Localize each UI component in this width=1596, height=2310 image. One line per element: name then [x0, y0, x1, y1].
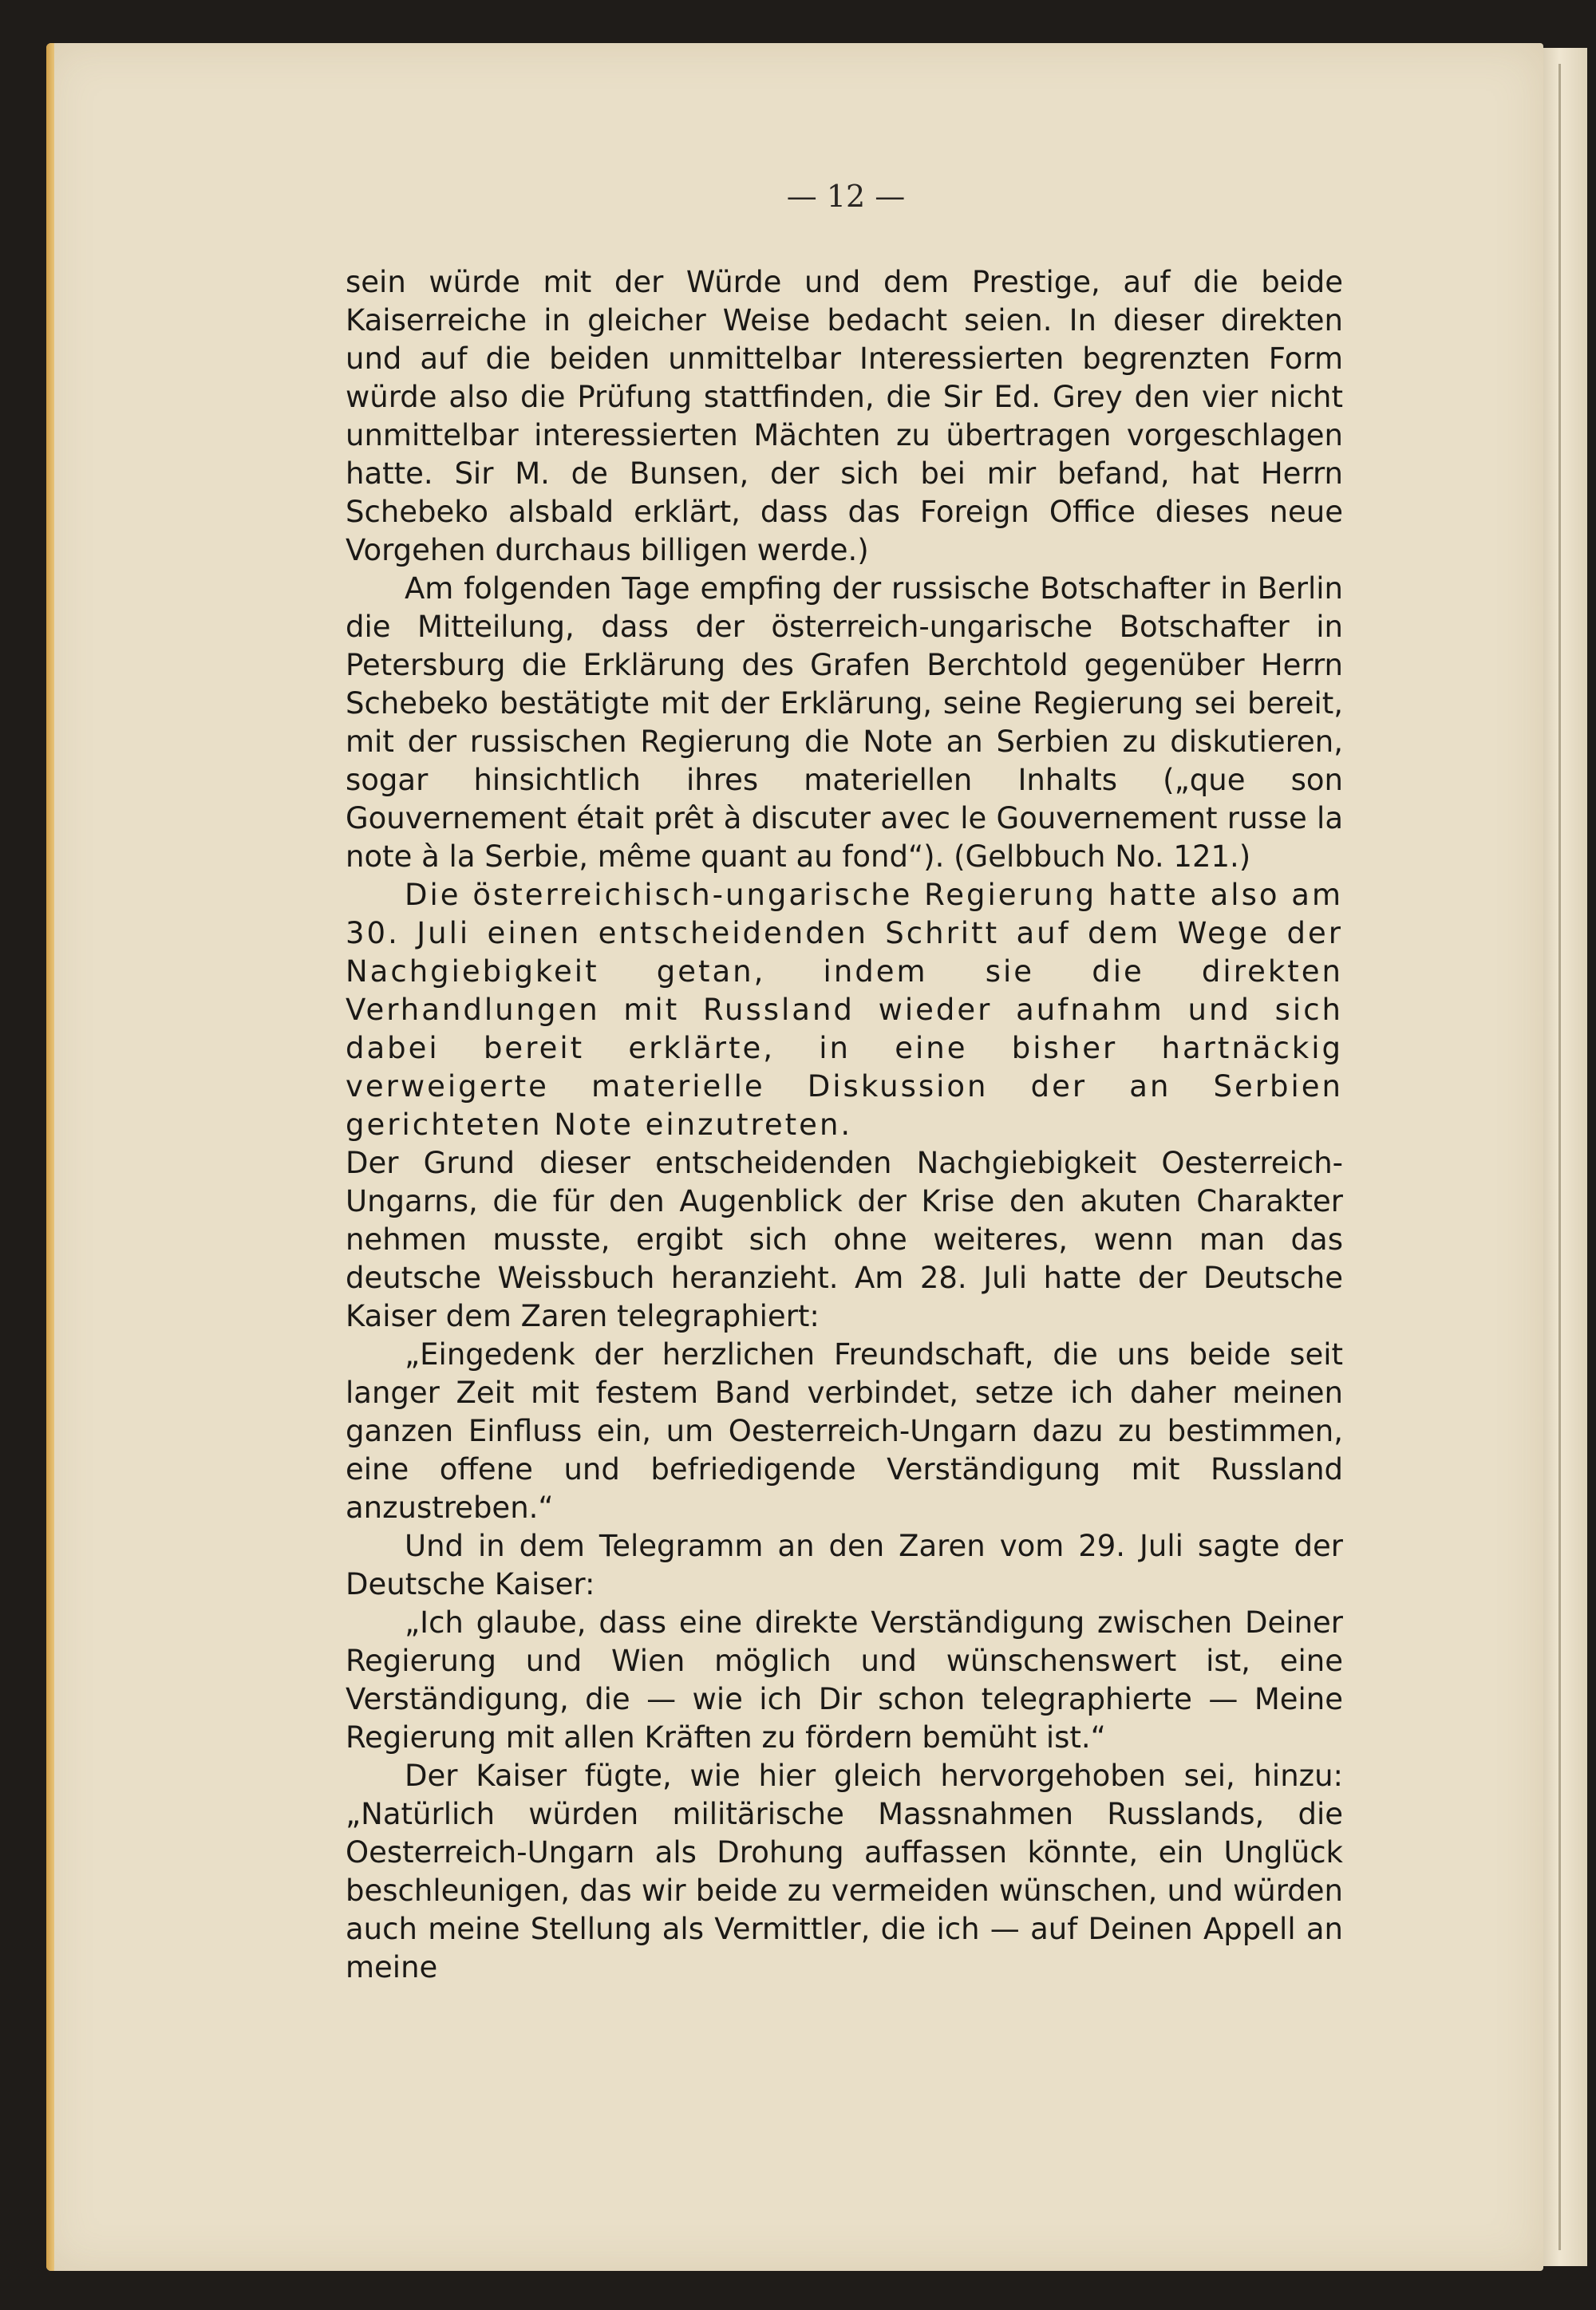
body-text: [346, 263, 1343, 1987]
paragraph-6: Und in dem Telegramm an den Zaren vom 29. Juli sagte der Deutsche Kaiser:: [346, 1529, 1343, 1601]
page-fold: [1558, 64, 1561, 2250]
paragraph-8: Der Kaiser fügte, wie hier gleich hervorgehoben sei, hinzu: „Natürlich würden militärische Massnahmen Russlands, die Oesterreich-Ungarn als Drohung auffassen könnte, ein Unglück beschleunigen, das wir beide zu vermeiden wünschen, und würden auch meine Stellung als Vermittler, die ich — auf Deinen Appell an meine: [346, 1759, 1343, 1984]
paragraph-7-quote: „Ich glaube, dass eine direkte Verständigung zwischen Deiner Regierung und Wien möglich und wünschenswert ist, eine Verständigung, die — wie ich Dir schon telegraphierte — Meine Regierung mit allen Kräften zu fördern bemüht ist.“: [346, 1605, 1343, 1755]
page-spine-edge: [46, 43, 54, 2271]
facing-page-edge: [1539, 48, 1587, 2266]
paragraph-4: Der Grund dieser entscheidenden Nachgiebigkeit Oesterreich-Ungarns, die für den Augenblick der Krise den akuten Charakter nehmen musste, ergibt sich ohne weiteres, wenn man das deutsche Weissbuch heranzieht. Am 28. Juli hatte der Deutsche Kaiser dem Zaren telegraphiert:: [346, 1146, 1343, 1333]
paragraph-1: sein würde mit der Würde und dem Prestige, auf die beide Kaiserreiche in gleicher Weise bedacht seien. In dieser direkten und auf die beiden unmittelbar Interessierten begrenzten Form würde also die Prüfung stattfinden, die Sir Ed. Grey den vier nicht unmittelbar interessierten Mächten zu übertragen vorgeschlagen hatte. Sir M. de Bunsen, der sich bei mir befand, hat Herrn Schebeko alsbald erklärt, dass das Foreign Office dieses neue Vorgehen durchaus billigen werde.): [346, 265, 1343, 567]
paragraph-5-quote: „Eingedenk der herzlichen Freundschaft, die uns beide seit langer Zeit mit festem Band verbindet, setze ich daher meinen ganzen Einfluss ein, um Oesterreich-Ungarn dazu zu bestimmen, eine offene und befriedigende Verständigung mit Russland anzustreben.“: [346, 1337, 1343, 1525]
page-number: — 12 —: [786, 179, 906, 214]
paragraph-3: Die österreichisch-ungarische Regierung hatte also am 30. Juli einen entscheidenden Schritt auf dem Wege der Nachgiebigkeit getan, indem sie die direkten Verhandlungen mit Russland wieder aufnahm und sich dabei bereit erklärte, in eine bisher hartnäckig verweigerte materielle Diskussion der an Serbien gerichteten Note einzutreten.: [346, 878, 1343, 1142]
paragraph-2: Am folgenden Tage empfing der russische Botschafter in Berlin die Mitteilung, dass der österreich-ungarische Botschafter in Petersburg die Erklärung des Grafen Berchtold gegenüber Herrn Schebeko bestätigte mit der Erklärung, seine Regierung sei bereit, mit der russischen Regierung die Note an Serbien zu diskutieren, sogar hinsichtlich ihres materiellen Inhalts („que son Gouvernement était prêt à discuter avec le Gouvernement russe la note à la Serbie, même quant au fond“). (Gelbbuch No. 121.): [346, 571, 1343, 874]
